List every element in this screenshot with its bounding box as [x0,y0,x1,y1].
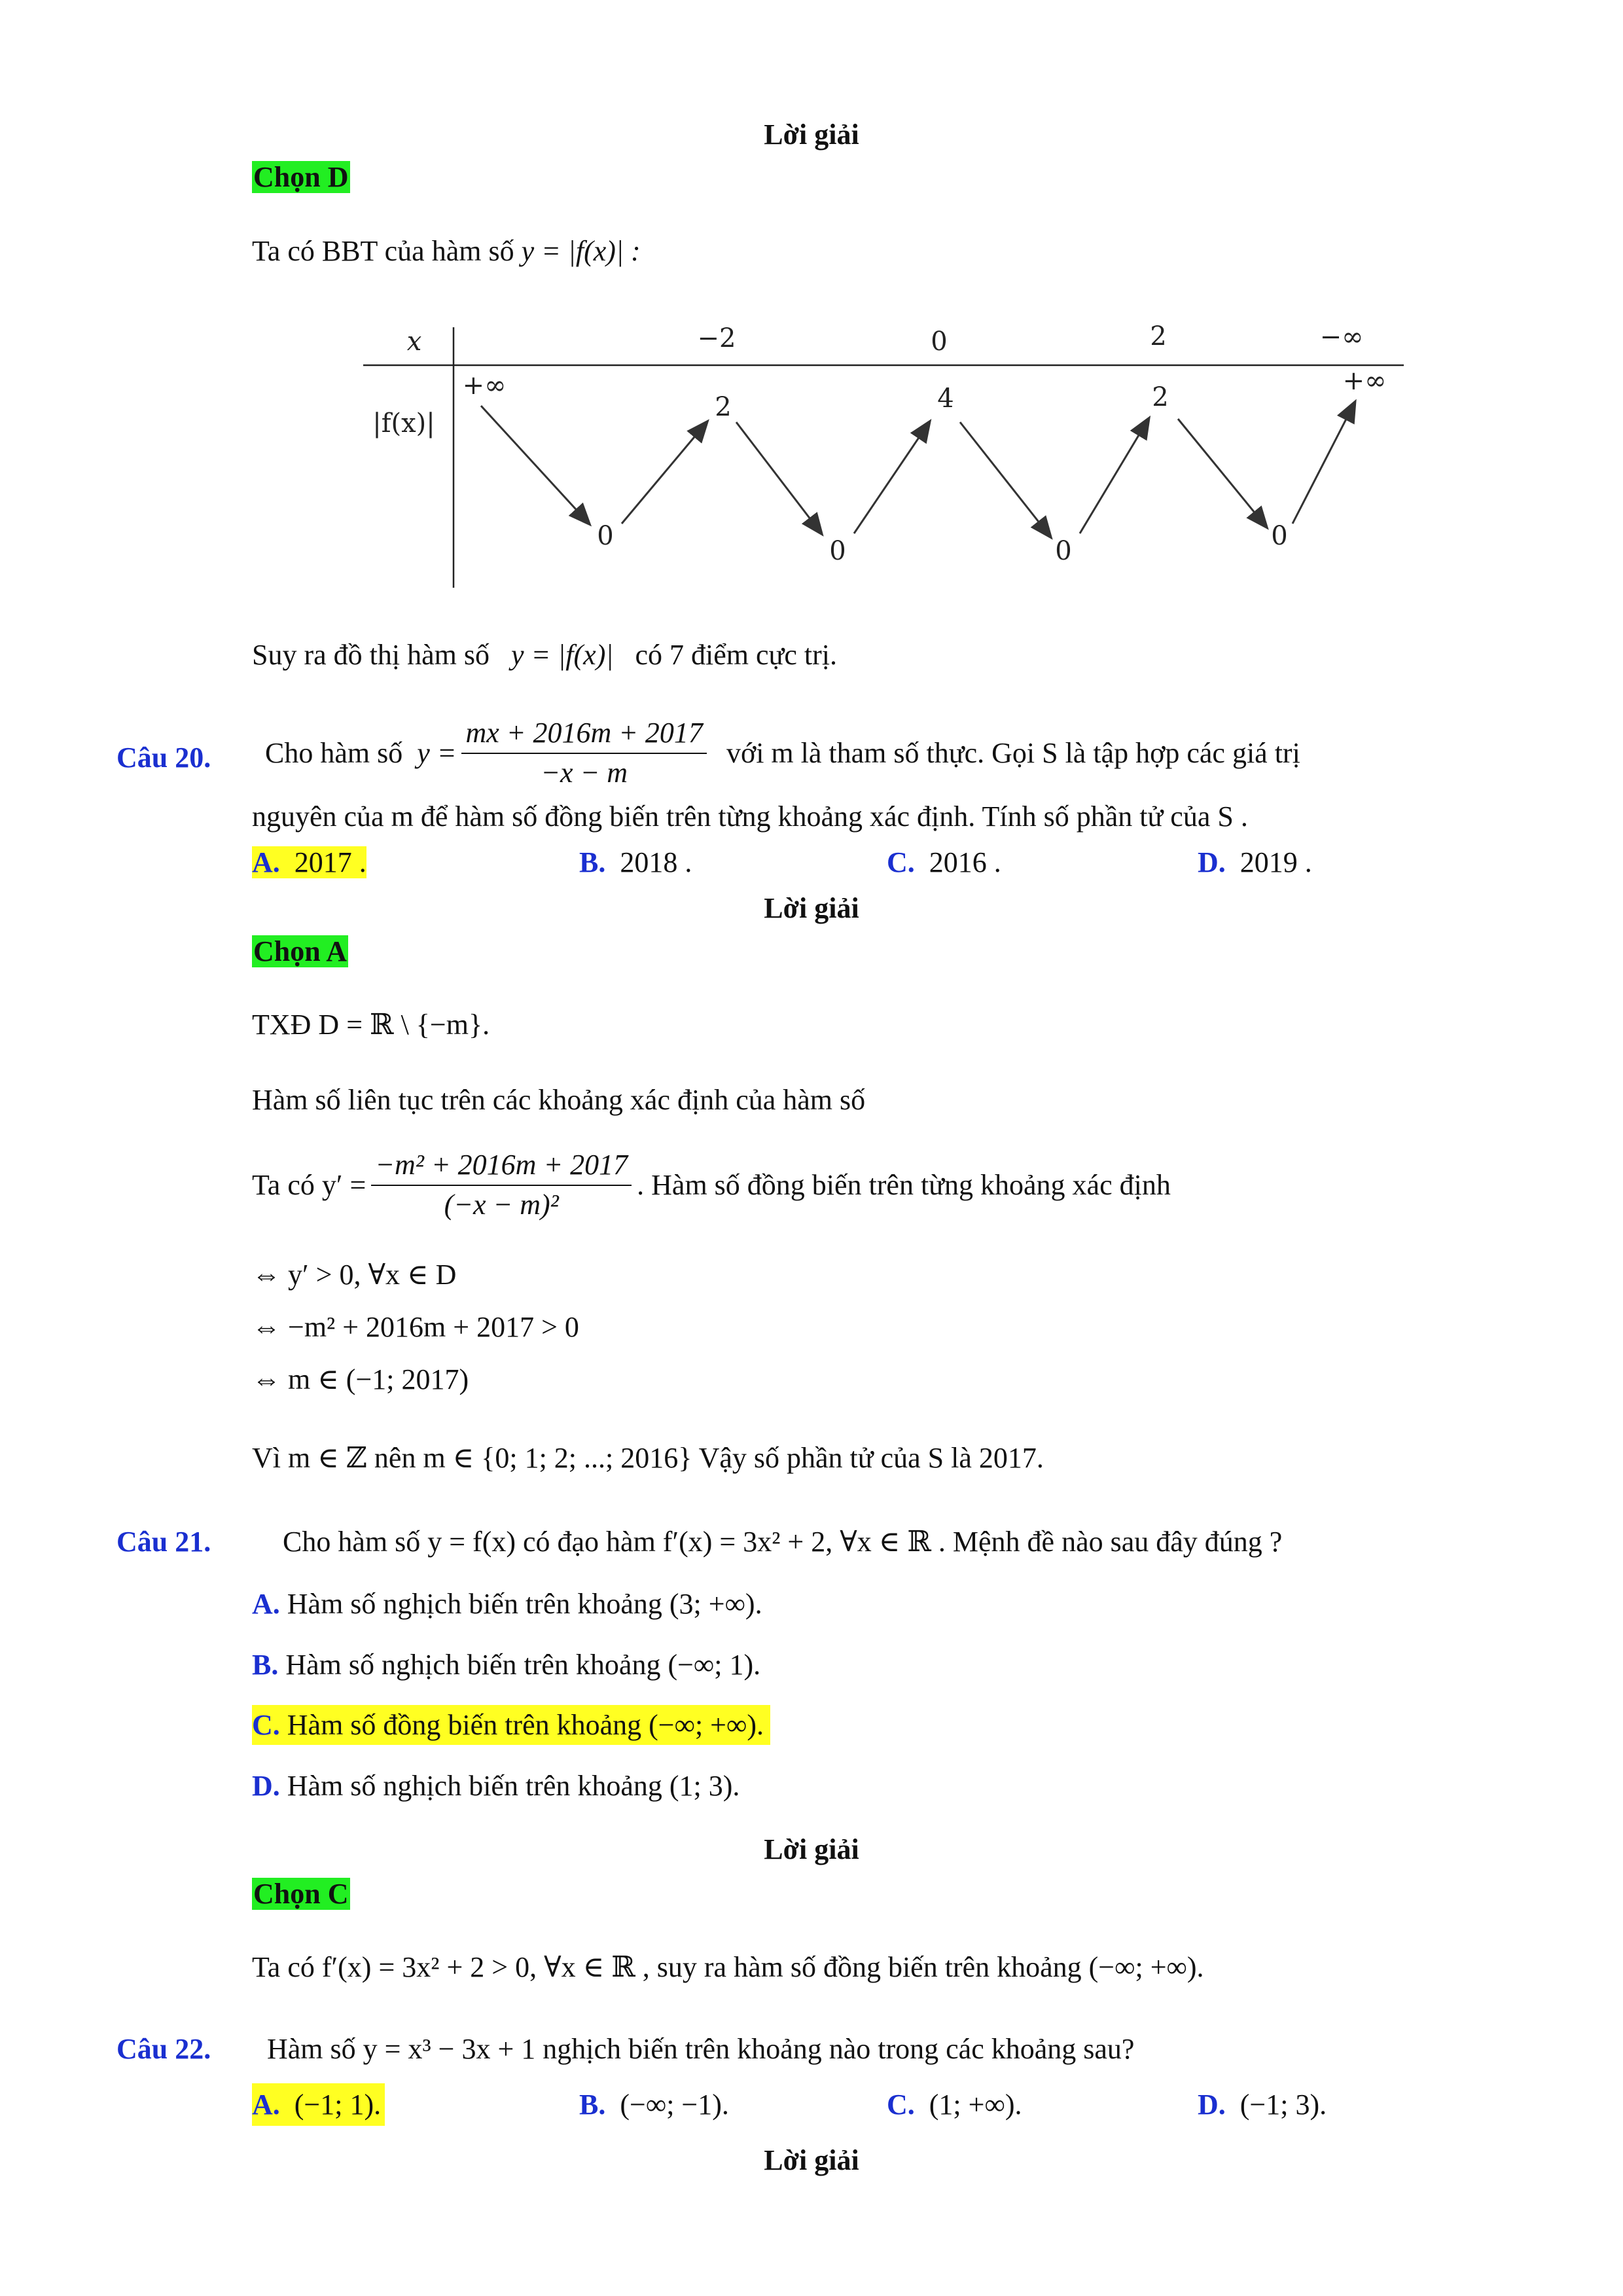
f-value-top: +∞ [462,370,507,401]
decreasing-arrow [736,422,821,533]
x-value: −∞ [1319,322,1364,352]
decreasing-arrow [960,422,1050,537]
chosen-answer: Chọn D [253,161,349,193]
continuity-line: Hàm số liên tục trên các khoảng xác định của hàm số [252,1084,866,1116]
f-value-bottom: 0 [597,521,614,551]
domain-line: TXĐ D = ℝ \ {−m}. [252,1009,490,1041]
f-value-top: +∞ [1342,366,1387,396]
option-a[interactable]: A. Hàm số nghịch biến trên khoảng (3; +∞). [252,1588,762,1620]
chosen-answer: Chọn A [253,935,348,967]
question-20-stem: Cho hàm số y = $\frac{mx + 2016m + 2017}{-x - m}$ với m là tham số thực. Gọi S là tập hợp các giá trị [265,717,1300,789]
bbt-intro: Ta có BBT của hàm số y = |f(x)| : [252,235,641,267]
function-fraction: $\frac{mx + 2016m + 2017}{-x - m}$ [461,717,706,789]
bbt-conclusion: Suy ra đồ thị hàm số y = |f(x)| có 7 điểm cực trị. [252,639,837,671]
equivalence-step: ⇔ m ∈ (−1; 2017) [252,1363,469,1395]
solution-line: Ta có f′(x) = 3x² + 2 > 0, ∀x ∈ ℝ , suy ra hàm số đồng biến trên khoảng (−∞; +∞). [252,1951,1204,1983]
option-b[interactable]: B. Hàm số nghịch biến trên khoảng (−∞; 1). [252,1649,761,1681]
x-value: 0 [931,327,948,357]
question-20-label: Câu 20. [116,742,211,774]
f-value-bottom: 0 [1271,521,1288,551]
x-value: 2 [1150,321,1167,351]
chosen-answer: Chọn C [253,1878,349,1910]
option-a[interactable]: A. 2017 . [252,846,366,878]
f-value-bottom: 0 [1055,536,1072,566]
option-c[interactable]: C. 2016 . [887,846,1001,878]
solution-heading: Lời giải [764,118,859,151]
increasing-arrow [1080,419,1149,533]
derivative-line: Ta có y′ = $\frac{\text{−m² + 2016m + 2017}}{\text{(−x − m)²}}$ . Hàm số đồng biến trên từng khoảng xác định [252,1149,1171,1221]
option-d[interactable]: D. Hàm số nghịch biến trên khoảng (1; 3). [252,1770,740,1802]
f-value-top: 4 [937,384,954,414]
increasing-arrow [622,422,707,524]
option-c[interactable]: C. Hàm số đồng biến trên khoảng (−∞; +∞). [252,1708,770,1742]
option-b[interactable]: B. 2018 . [579,846,692,878]
variation-table [363,301,1410,596]
equivalence-step: ⇔ −m² + 2016m + 2017 > 0 [252,1311,579,1343]
f-value-top: 2 [1152,382,1169,412]
x-value: −2 [697,323,736,353]
solution-heading: Lời giải [764,892,859,924]
question-21-stem: Cho hàm số y = f(x) có đạo hàm f′(x) = 3x² + 2, ∀x ∈ ℝ . Mệnh đề nào sau đây đúng ? [283,1526,1283,1558]
equivalence-step: ⇔ y′ > 0, ∀x ∈ D [252,1259,457,1291]
solution-heading: Lời giải [764,2144,859,2176]
x-row-label: x [406,327,422,357]
option-c[interactable]: C. (1; +∞). [887,2089,1022,2121]
question-20-stem-line2: nguyên của m để hàm số đồng biến trên từng khoảng xác định. Tính số phần tử của S . [252,800,1248,833]
option-d[interactable]: D. 2019 . [1198,846,1312,878]
decreasing-arrow [481,406,589,524]
increasing-arrow [854,422,929,533]
decreasing-arrow [1178,419,1266,527]
f-value-top: 2 [715,392,732,422]
option-a[interactable]: A. (−1; 1). [252,2088,385,2121]
question-22-stem: Hàm số y = x³ − 3x + 1 nghịch biến trên khoảng nào trong các khoảng sau? [267,2033,1135,2065]
option-b[interactable]: B. (−∞; −1). [579,2089,729,2121]
final-answer-line: Vì m ∈ ℤ nên m ∈ {0; 1; 2; ...; 2016} Vậy số phần tử của S là 2017. [252,1442,1044,1474]
question-21-label: Câu 21. [116,1526,211,1558]
question-22-label: Câu 22. [116,2033,211,2065]
solution-heading: Lời giải [764,1833,859,1865]
increasing-arrow [1293,403,1355,524]
derivative-fraction: $\frac{\text{−m² + 2016m + 2017}}{\text{(−x − m)²}}$ [371,1149,632,1221]
f-row-label: |f(x)| [372,408,435,439]
option-d[interactable]: D. (−1; 3). [1198,2089,1327,2121]
f-value-bottom: 0 [829,536,846,566]
function-abs: y = |f(x)| : [521,235,641,267]
